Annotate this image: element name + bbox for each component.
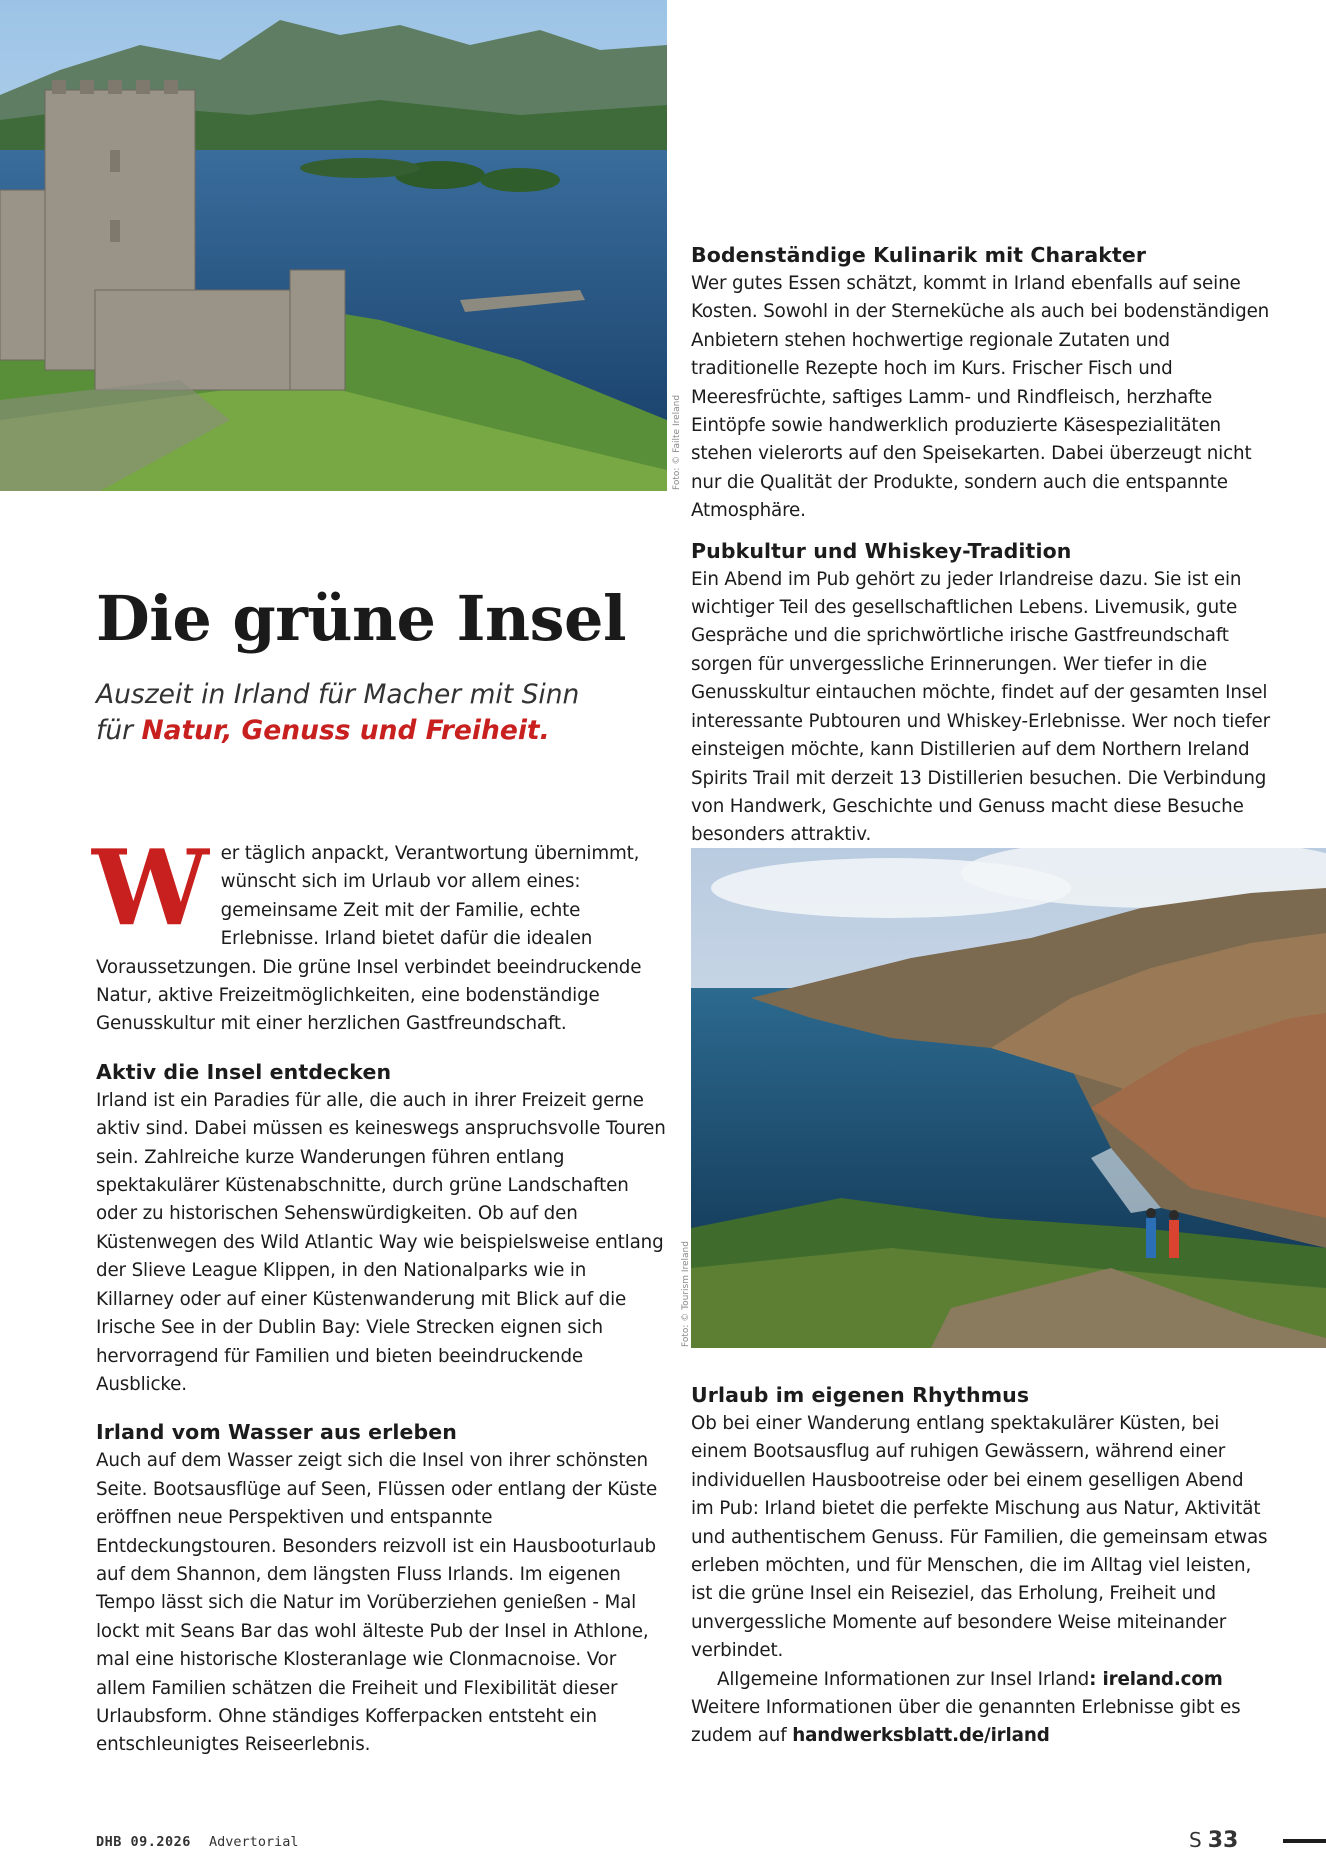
section-heading-wasser: Irland vom Wasser aus erleben [96, 1420, 457, 1445]
handwerksblatt-link[interactable]: handwerksblatt.de/irland [792, 1725, 1050, 1747]
page-number-block [1189, 1828, 1238, 1853]
page-number: 33 [1207, 1828, 1239, 1853]
info-1-text: Allgemeine Informationen zur Insel Irland [717, 1668, 1090, 1690]
subtitle-prefix: für [96, 715, 142, 746]
drop-cap: W [92, 826, 209, 949]
info-line-2 [691, 1694, 1271, 1751]
advertorial-label: Advertorial [209, 1834, 299, 1850]
section-body-wasser: Auch auf dem Wasser zeigt sich die Insel von ihrer schönsten Seite. Bootsausflüge auf Seen, Flüssen oder entlang der Küste eröffnen neue Perspektiven und entspannte Entdeckungstouren. Besonders reizvoll ist ein Hausbooturlaub auf dem Shannon, dem längsten Fluss Irlands. Im eigenen Tempo lässt sich die Natur im Vorüberziehen genießen - Mal lockt mit Seans Bar das wohl älteste Pub der Insel in Athlone, mal eine historische Klosteranlage wie Clonmacnoise. Vor allem Familien schätzen die Freiheit und Flexibilität dieser Urlaubsform. Ohne ständiges Kofferpacken entsteht ein entschleunigtes Reiseerlebnis. [96, 1450, 658, 1756]
photo-credit-mid: Foto: © Tourism Ireland [681, 1241, 691, 1347]
subtitle-line-1: Auszeit in Irland für Macher mit Sinn [96, 679, 580, 710]
section-heading-urlaub: Urlaub im eigenen Rhythmus [691, 1383, 1030, 1407]
footer-left [96, 1834, 298, 1850]
section-body-urlaub: Ob bei einer Wanderung entlang spektakulärer Küsten, bei einem Bootsausflug auf ruhigen Gewässern, während einer individuellen Hausbootreise oder bei einem geselligen Abend im Pub: Irland bietet die perfekte Mischung aus Natur, Aktivität und authentischem Genuss. Für Familien, die gemeinsam etwas erleben möchten, und für Menschen, die im Alltag viel leisten, ist die grüne Insel ein Reiseziel, das Erholung, Freiheit und unvergessliche Momente auf besondere Weise miteinander verbindet. [691, 1413, 1268, 1662]
section-heading-kulinarik: Bodenständige Kulinarik mit Charakter [691, 243, 1147, 267]
page-prefix: S [1189, 1828, 1202, 1852]
left-column [92, 826, 666, 1760]
section-body-aktiv: Irland ist ein Paradies für alle, die auch in ihrer Freizeit gerne aktiv sind. Dabei müssen es keineswegs anspruchsvolle Touren sein. Zahlreiche kurze Wanderungen führen entlang spektakulärer Küstenabschnitte, durch grüne Landschaften oder zu historischen Sehenswürdigkeiten. Ob auf den Küstenwegen des Wild Atlantic Way wie beispielsweise entlang der Slieve League Klippen, in den Nationalparks wie in Killarney oder auf einer Küstenwanderung mit Blick auf die Irische See in der Dublin Bay: Viele Strecken eignen sich hervorragend für Familien und bieten beeindruckende Ausblicke. [96, 1089, 666, 1395]
section-body-pub: Ein Abend im Pub gehört zu jeder Irlandreise dazu. Sie ist ein wichtiger Teil des gesellschaftlichen Lebens. Livemusik, gute Gespräche und die sprichwörtliche irische Gastfreundschaft sorgen für unvergessliche Erinnerungen. Wer tiefer in die Genusskultur eintauchen möchte, findet auf der gesamten Insel interessante Pubtouren und Whiskey-Erlebnisse. Wer noch tiefer einsteigen möchte, kann Distillerien auf dem Northern Ireland Spirits Trail mit derzeit 13 Distillerien besuchen. Die Verbindung von Handwerk, Geschichte und Genuss macht diese Besuche besonders attraktiv. [691, 568, 1271, 846]
section-heading-aktiv: Aktiv die Insel entdecken [96, 1059, 392, 1084]
right-column-bottom [691, 1380, 1271, 1751]
title-block [96, 582, 656, 749]
intro-paragraph [92, 826, 666, 1039]
photo-credit-top: Foto: © Failte Ireland [672, 394, 682, 490]
subtitle [96, 677, 656, 749]
info-2-text: Weitere Informationen über die genannten Erlebnisse gibt es zudem auf [691, 1697, 1241, 1747]
right-column-top [691, 240, 1271, 850]
section-heading-pub: Pubkultur und Whiskey-Tradition [691, 538, 1072, 563]
subtitle-line-2 [96, 713, 656, 749]
footer-rule [1283, 1839, 1326, 1843]
ireland-link[interactable]: : ireland.com [1089, 1668, 1223, 1690]
cliffs-photo [691, 848, 1326, 1348]
page-title: Die grüne Insel [96, 582, 627, 655]
info-line-1 [691, 1666, 1271, 1694]
magazine-issue: DHB 09.2026 [96, 1834, 191, 1850]
subtitle-accent: Natur, Genuss und Freiheit. [141, 715, 550, 746]
castle-lake-photo [0, 0, 667, 491]
section-body-kulinarik: Wer gutes Essen schätzt, kommt in Irland ebenfalls auf seine Kosten. Sowohl in der Sterneküche als auch bei bodenständigen Anbietern stehen hochwertige regionale Zutaten und traditionelle Rezepte hoch im Kurs. Frischer Fisch und Meeresfrüchte, saftiges Lamm- und Rindfleisch, herzhafte Eintöpfe sowie handwerklich produzierte Käsespezialitäten stehen vielerorts auf den Speisekarten. Dabei überzeugt nicht nur die Qualität der Produkte, sondern auch die entspannte Atmosphäre. [691, 273, 1270, 522]
intro-text: er täglich anpackt, Verantwortung übernimmt, wünscht sich im Urlaub vor allem eines: gemeinsame Zeit mit der Familie, echte Erlebnisse. Irland bietet dafür die idealen Voraussetzungen. Die grüne Insel verbindet beeindruckende Natur, aktive Freizeitmöglichkeiten, eine bodenständige Genusskultur mit einer herzlichen Gastfreundschaft. [96, 843, 642, 1035]
